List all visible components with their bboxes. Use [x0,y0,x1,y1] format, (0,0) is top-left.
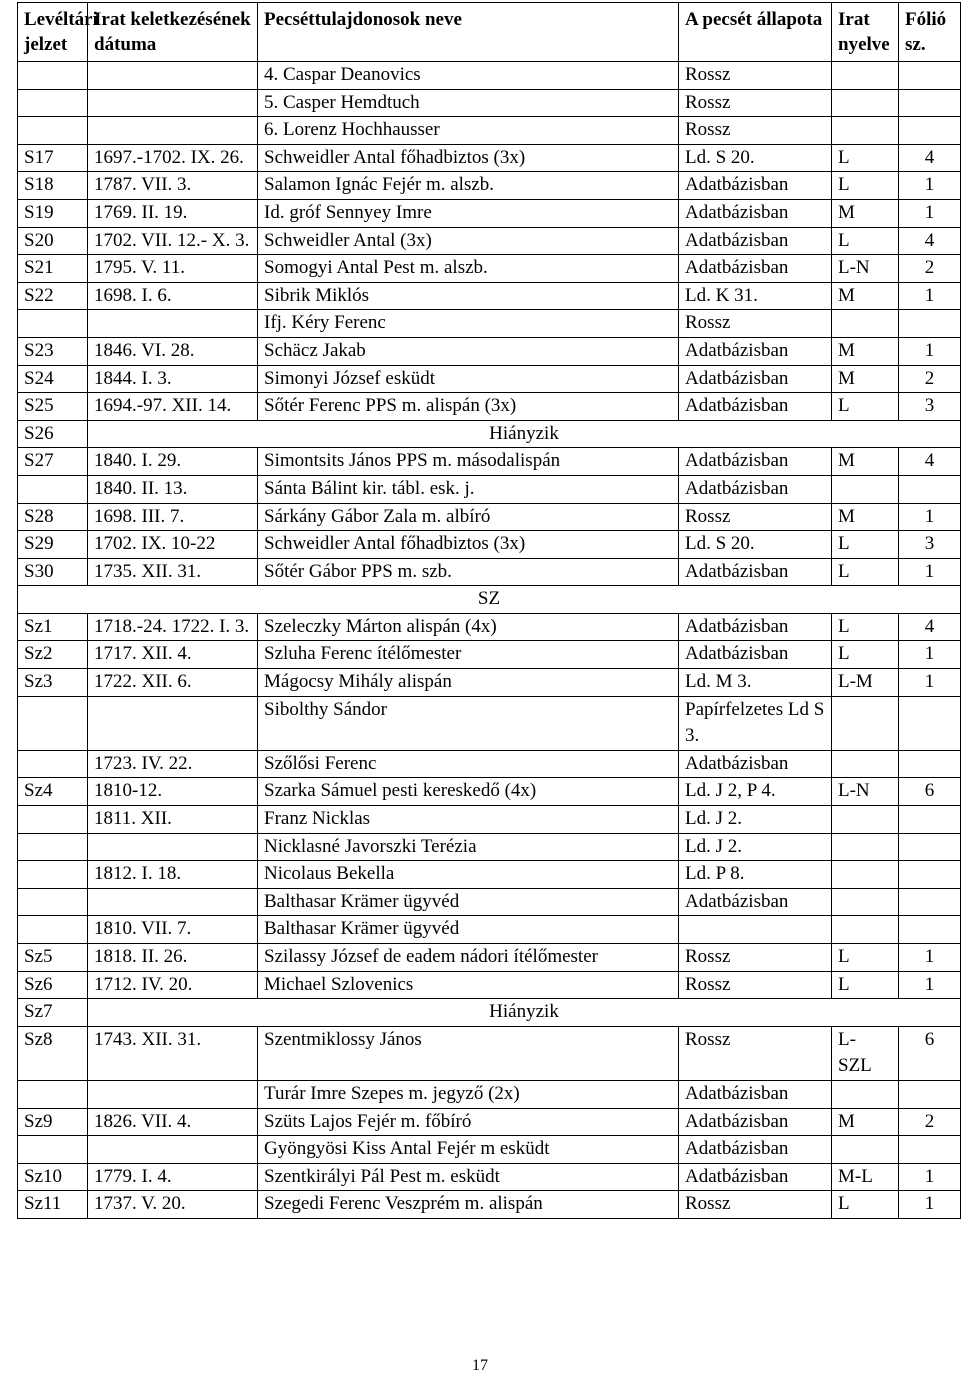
cell-seal-state: Adatbázisban [679,448,832,476]
table-row [18,144,961,172]
cell-language: M [832,199,899,227]
table-row [18,1080,961,1108]
section-heading-row [18,586,961,614]
table-row [18,916,961,944]
cell-shelfmark: S26 [18,420,88,448]
table-row [18,420,961,448]
cell-shelfmark: Sz11 [18,1191,88,1219]
cell-seal-owner: Salamon Ignác Fejér m. alszb. [258,172,679,200]
cell-seal-owner: Sőtér Gábor PPS m. szb. [258,558,679,586]
cell-shelfmark [18,310,88,338]
cell-folio: 6 [899,778,961,806]
cell-language [832,117,899,145]
cell-shelfmark: Sz10 [18,1163,88,1191]
cell-shelfmark [18,117,88,145]
cell-seal-state: Ld. J 2, P 4. [679,778,832,806]
cell-date: 1718.-24. 1722. I. 3. [88,613,258,641]
cell-seal-owner: 6. Lorenz Hochhausser [258,117,679,145]
cell-language [832,861,899,889]
cell-date: 1722. XII. 6. [88,669,258,697]
cell-language [832,833,899,861]
table-row [18,861,961,889]
table-row [18,613,961,641]
cell-seal-state: Adatbázisban [679,1136,832,1164]
cell-shelfmark [18,62,88,90]
cell-language: L [832,227,899,255]
cell-seal-state: Adatbázisban [679,888,832,916]
table-row [18,1163,961,1191]
cell-seal-owner: Szentkirályi Pál Pest m. esküdt [258,1163,679,1191]
table-row [18,337,961,365]
cell-date: 1702. VII. 12.- X. 3. [88,227,258,255]
cell-language: L-M [832,669,899,697]
cell-seal-owner: Schweidler Antal főhadbiztos (3x) [258,531,679,559]
cell-date: 1717. XII. 4. [88,641,258,669]
cell-shelfmark [18,861,88,889]
cell-language: L [832,558,899,586]
cell-seal-owner: Id. gróf Sennyey Imre [258,199,679,227]
cell-shelfmark [18,1080,88,1108]
table-row [18,1136,961,1164]
cell-folio: 1 [899,337,961,365]
cell-language: L [832,172,899,200]
cell-seal-state: Papírfelzetes Ld S 3. [679,696,832,750]
cell-missing-note: Hiányzik [88,999,961,1027]
cell-language [832,1136,899,1164]
cell-seal-owner: Simontsits János PPS m. másodalispán [258,448,679,476]
cell-shelfmark: S24 [18,365,88,393]
cell-shelfmark: Sz7 [18,999,88,1027]
cell-folio: 1 [899,199,961,227]
cell-seal-state: Ld. K 31. [679,282,832,310]
cell-language: L [832,144,899,172]
table-row [18,806,961,834]
cell-seal-owner: Balthasar Krämer ügyvéd [258,888,679,916]
cell-seal-owner: Schweidler Antal főhadbiztos (3x) [258,144,679,172]
cell-date: 1811. XII. [88,806,258,834]
cell-seal-state: Rossz [679,1026,832,1080]
header-language: Irat nyelve [832,3,899,62]
cell-seal-state: Adatbázisban [679,365,832,393]
cell-seal-state: Ld. S 20. [679,531,832,559]
cell-seal-state: Adatbázisban [679,558,832,586]
cell-shelfmark: S19 [18,199,88,227]
cell-date [88,833,258,861]
cell-seal-state: Adatbázisban [679,172,832,200]
table-row [18,696,961,750]
cell-folio: 1 [899,641,961,669]
cell-language: M [832,282,899,310]
cell-seal-state: Adatbázisban [679,255,832,283]
table-row [18,833,961,861]
cell-seal-state: Rossz [679,944,832,972]
cell-shelfmark [18,1136,88,1164]
cell-folio [899,833,961,861]
cell-folio: 6 [899,1026,961,1080]
cell-date: 1844. I. 3. [88,365,258,393]
cell-language: M [832,503,899,531]
cell-language: L [832,971,899,999]
cell-seal-owner: 5. Casper Hemdtuch [258,89,679,117]
cell-shelfmark [18,750,88,778]
cell-seal-state: Ld. P 8. [679,861,832,889]
cell-folio [899,916,961,944]
cell-folio: 1 [899,503,961,531]
cell-seal-owner: Franz Nicklas [258,806,679,834]
cell-date: 1787. VII. 3. [88,172,258,200]
cell-shelfmark [18,888,88,916]
table-row [18,999,961,1027]
cell-seal-state: Adatbázisban [679,475,832,503]
cell-shelfmark [18,833,88,861]
cell-language [832,1080,899,1108]
cell-folio: 1 [899,1191,961,1219]
cell-folio: 2 [899,255,961,283]
cell-language [832,89,899,117]
cell-date: 1743. XII. 31. [88,1026,258,1080]
table-row [18,282,961,310]
cell-date: 1810-12. [88,778,258,806]
cell-date: 1702. IX. 10-22 [88,531,258,559]
cell-folio: 4 [899,448,961,476]
cell-seal-owner: Szüts Lajos Fejér m. főbíró [258,1108,679,1136]
cell-shelfmark [18,916,88,944]
cell-shelfmark: S27 [18,448,88,476]
cell-date: 1810. VII. 7. [88,916,258,944]
table-row [18,199,961,227]
cell-folio: 1 [899,282,961,310]
cell-language: L [832,641,899,669]
cell-language: L [832,944,899,972]
cell-shelfmark: S21 [18,255,88,283]
cell-language: M [832,365,899,393]
cell-seal-owner: Gyöngyösi Kiss Antal Fejér m esküdt [258,1136,679,1164]
cell-shelfmark: S18 [18,172,88,200]
cell-language: L [832,393,899,421]
cell-folio: 3 [899,531,961,559]
cell-seal-state: Adatbázisban [679,613,832,641]
record-sheet [17,2,960,1219]
cell-seal-owner: Sibolthy Sándor [258,696,679,750]
cell-seal-owner: Szluha Ferenc ítélőmester [258,641,679,669]
cell-seal-owner: Schäcz Jakab [258,337,679,365]
cell-seal-state: Rossz [679,117,832,145]
table-row [18,117,961,145]
cell-folio: 1 [899,558,961,586]
cell-shelfmark: S25 [18,393,88,421]
cell-language [832,62,899,90]
table-row [18,558,961,586]
cell-folio: 1 [899,944,961,972]
table-row [18,641,961,669]
cell-shelfmark: S20 [18,227,88,255]
cell-shelfmark: S28 [18,503,88,531]
cell-date [88,310,258,338]
cell-seal-state [679,916,832,944]
cell-seal-owner: Ifj. Kéry Ferenc [258,310,679,338]
cell-shelfmark: Sz9 [18,1108,88,1136]
cell-seal-state: Adatbázisban [679,227,832,255]
cell-folio: 1 [899,172,961,200]
cell-seal-state: Ld. J 2. [679,833,832,861]
seal-register-table [17,2,961,1219]
cell-seal-owner: Szilassy József de eadem nádori ítélőmester [258,944,679,972]
cell-language [832,310,899,338]
cell-date: 1826. VII. 4. [88,1108,258,1136]
header-date: Irat keletkezésének dátuma [88,3,258,62]
cell-language [832,916,899,944]
cell-seal-owner: Michael Szlovenics [258,971,679,999]
cell-seal-state: Adatbázisban [679,199,832,227]
table-row [18,393,961,421]
cell-seal-owner: Sánta Bálint kir. tábl. esk. j. [258,475,679,503]
cell-shelfmark: S23 [18,337,88,365]
cell-language: L [832,1191,899,1219]
cell-language: L [832,613,899,641]
cell-language: L-N [832,778,899,806]
table-row [18,448,961,476]
cell-seal-owner: Szőlősi Ferenc [258,750,679,778]
section-sz [18,586,961,614]
cell-language: M [832,1108,899,1136]
cell-language [832,750,899,778]
page-number: 17 [472,1357,488,1374]
cell-language: M [832,448,899,476]
cell-seal-state: Ld. S 20. [679,144,832,172]
cell-shelfmark: Sz4 [18,778,88,806]
cell-language: L-N [832,255,899,283]
cell-seal-owner: Szeleczky Márton alispán (4x) [258,613,679,641]
header-folio: Fólió sz. [899,3,961,62]
table-row [18,1026,961,1080]
table-row [18,778,961,806]
cell-seal-owner: Nicklasné Javorszki Terézia [258,833,679,861]
cell-seal-owner: Sőtér Ferenc PPS m. alispán (3x) [258,393,679,421]
cell-folio: 2 [899,1108,961,1136]
cell-shelfmark: Sz2 [18,641,88,669]
cell-seal-owner: 4. Caspar Deanovics [258,62,679,90]
cell-folio [899,475,961,503]
cell-folio: 4 [899,613,961,641]
cell-date: 1697.-1702. IX. 26. [88,144,258,172]
table-row [18,89,961,117]
cell-date: 1737. V. 20. [88,1191,258,1219]
cell-language [832,888,899,916]
cell-folio [899,806,961,834]
cell-seal-state: Rossz [679,62,832,90]
cell-seal-state: Adatbázisban [679,1163,832,1191]
cell-date: 1779. I. 4. [88,1163,258,1191]
cell-shelfmark: S29 [18,531,88,559]
cell-seal-owner: Sárkány Gábor Zala m. albíró [258,503,679,531]
cell-folio [899,117,961,145]
cell-folio [899,861,961,889]
table-row [18,475,961,503]
cell-seal-owner: Mágocsy Mihály alispán [258,669,679,697]
cell-date: 1698. III. 7. [88,503,258,531]
cell-seal-state: Ld. J 2. [679,806,832,834]
cell-folio [899,750,961,778]
cell-date: 1795. V. 11. [88,255,258,283]
cell-shelfmark: Sz1 [18,613,88,641]
cell-date: 1840. I. 29. [88,448,258,476]
table-row [18,365,961,393]
cell-shelfmark: Sz3 [18,669,88,697]
cell-seal-state: Rossz [679,310,832,338]
cell-shelfmark: S17 [18,144,88,172]
cell-folio: 4 [899,144,961,172]
cell-seal-state: Adatbázisban [679,750,832,778]
table-row [18,888,961,916]
cell-seal-owner: Schweidler Antal (3x) [258,227,679,255]
cell-language: M [832,337,899,365]
cell-seal-owner: Somogyi Antal Pest m. alszb. [258,255,679,283]
cell-folio: 1 [899,669,961,697]
cell-shelfmark: Sz8 [18,1026,88,1080]
header-seal-owner: Pecséttulajdonosok neve [258,3,679,62]
table-row [18,310,961,338]
table-row [18,503,961,531]
table-row [18,669,961,697]
cell-folio: 3 [899,393,961,421]
cell-folio [899,1136,961,1164]
table-row [18,971,961,999]
table-row [18,1108,961,1136]
cell-seal-state: Adatbázisban [679,393,832,421]
cell-date: 1712. IV. 20. [88,971,258,999]
table-body-s [18,62,961,586]
cell-shelfmark [18,89,88,117]
cell-seal-owner: Szentmiklossy János [258,1026,679,1080]
cell-seal-state: Adatbázisban [679,641,832,669]
cell-seal-owner: Szegedi Ferenc Veszprém m. alispán [258,1191,679,1219]
cell-date [88,89,258,117]
cell-seal-state: Rossz [679,971,832,999]
cell-date: 1818. II. 26. [88,944,258,972]
cell-folio [899,696,961,750]
cell-language: L [832,531,899,559]
table-row [18,531,961,559]
cell-seal-state: Ld. M 3. [679,669,832,697]
cell-seal-state: Rossz [679,89,832,117]
header-seal-state: A pecsét állapota [679,3,832,62]
cell-date: 1694.-97. XII. 14. [88,393,258,421]
cell-folio [899,310,961,338]
cell-folio [899,89,961,117]
cell-seal-state: Adatbázisban [679,337,832,365]
cell-date: 1698. I. 6. [88,282,258,310]
cell-language [832,696,899,750]
cell-date [88,117,258,145]
cell-seal-state: Rossz [679,503,832,531]
cell-language [832,475,899,503]
cell-seal-owner: Szarka Sámuel pesti kereskedő (4x) [258,778,679,806]
table-row [18,750,961,778]
cell-folio [899,1080,961,1108]
cell-folio: 1 [899,971,961,999]
cell-date: 1769. II. 19. [88,199,258,227]
cell-seal-owner: Turár Imre Szepes m. jegyző (2x) [258,1080,679,1108]
cell-seal-owner: Nicolaus Bekella [258,861,679,889]
table-row [18,62,961,90]
cell-folio: 2 [899,365,961,393]
cell-seal-state: Rossz [679,1191,832,1219]
cell-language [832,806,899,834]
cell-folio: 4 [899,227,961,255]
table-row [18,172,961,200]
section-heading: SZ [18,586,961,614]
cell-seal-owner: Balthasar Krämer ügyvéd [258,916,679,944]
table-row [18,255,961,283]
cell-folio [899,62,961,90]
cell-shelfmark [18,475,88,503]
cell-language: L- SZL [832,1026,899,1080]
cell-date [88,62,258,90]
cell-shelfmark: S30 [18,558,88,586]
cell-shelfmark [18,696,88,750]
cell-seal-state: Adatbázisban [679,1108,832,1136]
table-row [18,227,961,255]
cell-shelfmark: Sz6 [18,971,88,999]
cell-missing-note: Hiányzik [88,420,961,448]
cell-seal-owner: Simonyi József esküdt [258,365,679,393]
table-body-sz [18,613,961,1218]
cell-date: 1840. II. 13. [88,475,258,503]
cell-seal-state: Adatbázisban [679,1080,832,1108]
header-row [18,3,961,62]
cell-shelfmark: S22 [18,282,88,310]
cell-shelfmark [18,806,88,834]
cell-language: M-L [832,1163,899,1191]
cell-date [88,1080,258,1108]
cell-date: 1846. VI. 28. [88,337,258,365]
cell-date [88,888,258,916]
cell-date: 1735. XII. 31. [88,558,258,586]
cell-date [88,696,258,750]
cell-folio: 1 [899,1163,961,1191]
cell-folio [899,888,961,916]
cell-shelfmark: Sz5 [18,944,88,972]
header-shelfmark: Levéltári jelzet [18,3,88,62]
cell-date: 1723. IV. 22. [88,750,258,778]
table-row [18,1191,961,1219]
cell-seal-owner: Sibrik Miklós [258,282,679,310]
cell-date: 1812. I. 18. [88,861,258,889]
table-row [18,944,961,972]
cell-date [88,1136,258,1164]
